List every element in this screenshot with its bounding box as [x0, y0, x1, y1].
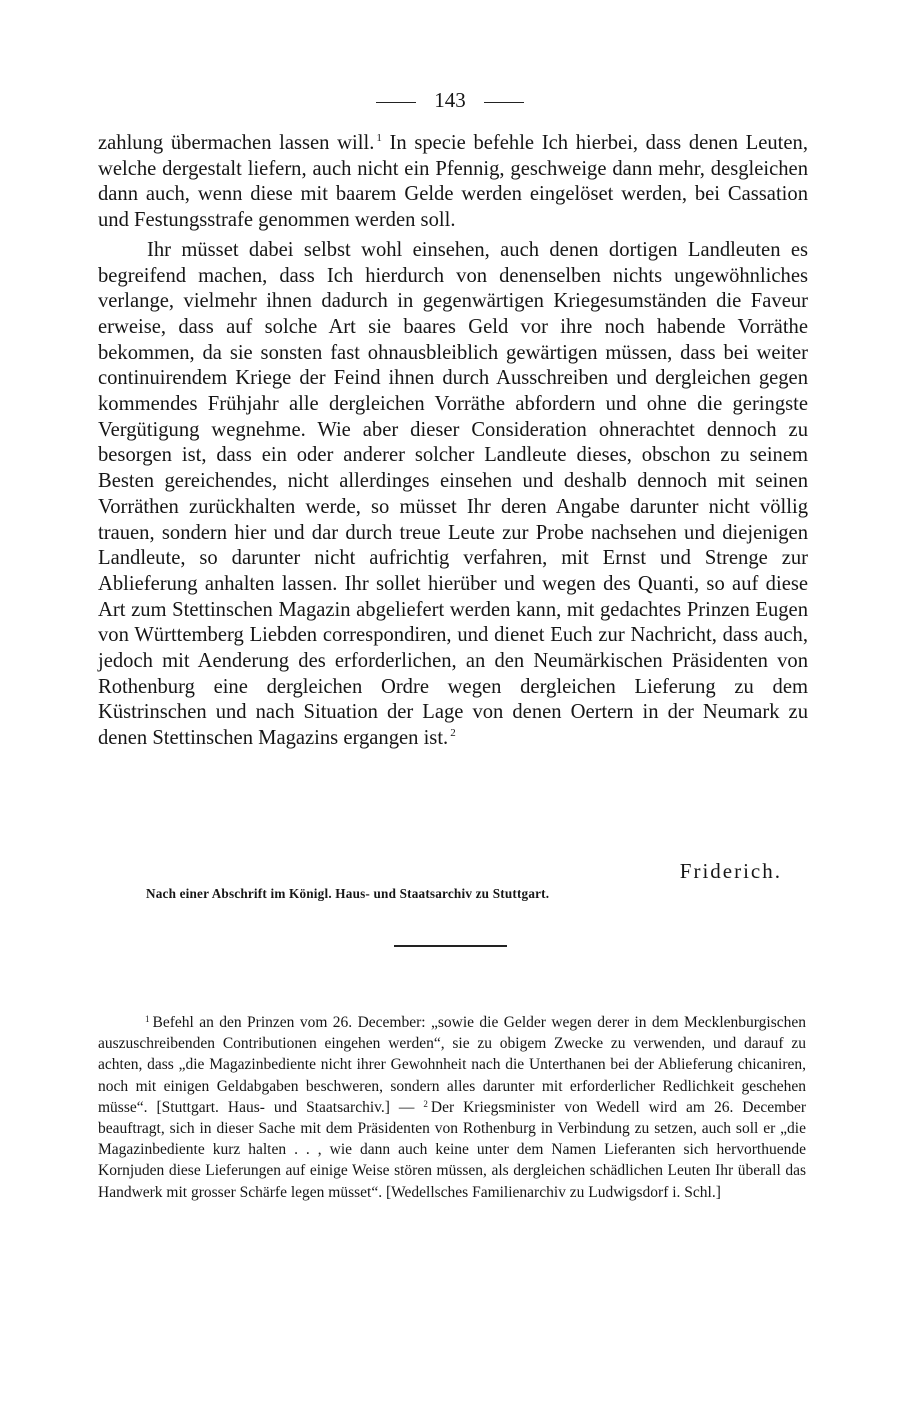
header-dash-left — [376, 102, 416, 103]
paragraph-2-text: Ihr müsset dabei selbst wohl einsehen, auch denen dortigen Landleuten es begreifend machen, dass Ich hierdurch von denenselben nichts ungewöhnliches verlange, vielmehr ihnen dadurch in gegenwärtigen Kriegesumständen die Faveur erweise, dass auf solche Art sie baares Geld vor ihre noch habende Vorräthe bekommen, da sie sonsten fast ohnausbleiblich gewärtigen müssen, dass bei weiter continuirendem Kriege der Feind ihnen durch Ausschreiben und dergleichen gegen kommendes Frühjahr alle dergleichen Vorräthe abfordern und ohne die geringste Vergütigung wegnehme. Wie aber dieser Consideration ohnerachtet dennoch zu besorgen ist, dass ein oder anderer solcher Landleute dieses, obschon zu seinem Besten gereichendes, nicht allerdinges einsehen und deshalb dennoch mit seinen Vorräthen zurückhalten werde, so müsset Ihr deren Angabe darunter nicht völlig trauen, sondern hier und dar durch treue Leute zur Probe nachsehen und diejenigen Landleute, so darunter nicht aufrichtig verfahren, mit Ernst und Strenge zur Ablieferung anhalten lassen. Ihr sollet hierüber und wegen des Quanti, so auf diese Art zum Stettinschen Magazin abgeliefert werden kann, mit gedachtes Prinzen Eugen von Württemberg Liebden correspondiren, und dienet Euch zur Nachricht, dass auch, jedoch mit Aenderung des erforderlichen, an den Neumärkischen Präsidenten von Rothenburg eine dergleichen Ordre wegen dergleichen Lieferung zu dem Küstrinschen und nach Situation der Lage von denen Oertern in der Neumark zu denen Stettinschen Magazins ergangen ist. — [98, 238, 808, 750]
source-note: Nach einer Abschrift im Königl. Haus- und Staatsarchiv zu Stuttgart. — [146, 886, 550, 901]
footnote-separator — [394, 945, 507, 947]
footnote-ref-1: 1 — [376, 132, 382, 144]
footnote-1-mark: 1 — [145, 1014, 150, 1024]
paragraph-2 — [98, 238, 808, 752]
footnote-2-text: Der Kriegsminister von Wedell wird am 26. December beauftragt, sich in dieser Sache mit dem Präsidenten von Rothenburg in Verbindung zu setzen, auch soll er „die Magazinbediente kurz halten . . , wie dann auch keine unter dem Namen Lieferanten sich hervorthuende Kornjuden diese Lieferungen auf einige Weise stören müssen, als dergleichen schädlichen Leuten Ihr überall das Handwerk mit grosser Schärfe legen müsset“. [Wedellsches Familienarchiv zu Ludwigsdorf i. Schl.] — [98, 1098, 806, 1201]
paragraph-1-text-cont: In specie befehle Ich hierbei, dass denen Leuten, welche dergestalt liefern, auch nicht ein Pfennig, geschweige dann mehr, desgleichen dann auch, wenn diese mit baarem Gelde werden eingelöset werden, bei Cassation und Festungsstrafe genommen werden soll. — [98, 132, 808, 232]
footnote-2-mark: 2 — [423, 1098, 428, 1109]
footnote-block — [98, 1012, 806, 1203]
page-number: 143 — [434, 88, 466, 112]
footnotes — [98, 1012, 806, 1203]
signature: Friderich. — [679, 859, 782, 883]
main-text — [98, 131, 808, 752]
paragraph-1 — [98, 131, 808, 234]
page-header — [0, 86, 900, 114]
header-dash-right — [484, 102, 524, 103]
footnote-1-text: Befehl an den Prinzen vom 26. December: „sowie die Gelder wegen derer in dem Mecklenburgischen auszuschreibenden Contributionen eingehen werden“, sie zu obigem Zwecke zu verwenden, und darauf zu achten, dass „die Magazinbediente nicht ihrer Gewohnheit nach die Unterthanen bei der Ablieferung chicaniren, noch mit einigen Geldabgaben beschweren, sondern alles darunter mit erforderlicher Redlichkeit geschehen müsse“. [Stuttgart. Haus- und Staatsarchiv.] — — [98, 1014, 806, 1116]
footnote-ref-2: 2 — [450, 727, 456, 740]
paragraph-1-text: zahlung übermachen lassen will. — [98, 132, 375, 154]
